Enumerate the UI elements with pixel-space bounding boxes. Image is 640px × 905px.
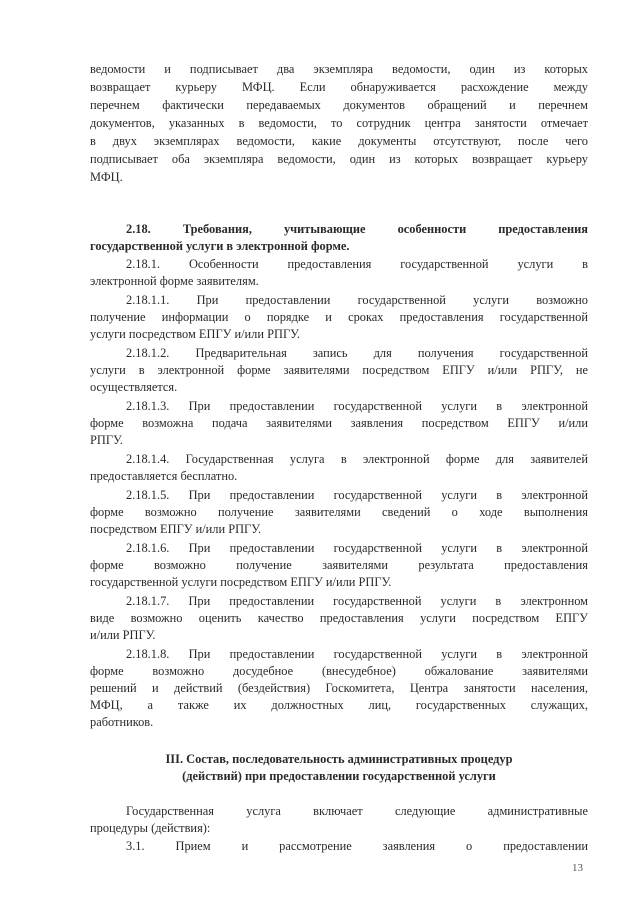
paragraph-line: Государственная услуга включает следующие административные	[126, 804, 588, 818]
paragraph-line: 2.18.1.7. При предоставлении государственной услуги в электронном	[126, 594, 588, 608]
text-line: подписывает оба экземпляра ведомости, один из которых возвращает курьеру	[90, 152, 588, 166]
paragraph-line: форме возможна подача заявителями заявления посредством ЕПГУ и/или	[90, 416, 588, 430]
paragraph-line: 2.18.1.3. При предоставлении государственной услуги в электронной	[126, 399, 588, 413]
text-line: перечнем фактически передаваемых документов обращений и перечнем	[90, 98, 588, 112]
paragraph-line: посредством ЕПГУ и/или РПГУ.	[90, 522, 262, 536]
paragraph-line: 3.1. Прием и рассмотрение заявления о предоставлении	[126, 839, 588, 853]
paragraph-line: 2.18.1.2. Предварительная запись для получения государственной	[126, 346, 588, 360]
page-number: 13	[572, 862, 583, 874]
paragraph-line: осуществляется.	[90, 380, 178, 394]
text-line: в двух экземплярах ведомости, какие документы отсутствуют, после чего	[90, 134, 588, 148]
paragraph-line: электронной форме заявителям.	[90, 274, 259, 288]
paragraph-line: 2.18.1.6. При предоставлении государственной услуги в электронной	[126, 541, 588, 555]
text-line: документов, указанных в ведомости, то сотрудник центра занятости отмечает	[90, 116, 588, 130]
paragraph-line: решений и действий (бездействия) Госкомитета, Центра занятости населения,	[90, 681, 588, 695]
section-heading: 2.18. Требования, учитывающие особенности предоставления	[126, 222, 588, 236]
paragraph-line: 2.18.1.8. При предоставлении государственной услуги в электронной	[126, 647, 588, 661]
paragraph-line: услуги посредством ЕПГУ и/или РПГУ.	[90, 327, 300, 341]
paragraph-line: 2.18.1.1. При предоставлении государственной услуги возможно	[126, 293, 588, 307]
paragraph-line: 2.18.1.4. Государственная услуга в электронной форме для заявителей	[126, 452, 588, 466]
paragraph-line: услуги в электронной форме заявителями посредством ЕПГУ и/или РПГУ, не	[90, 363, 588, 377]
paragraph-line: 2.18.1. Особенности предоставления государственной услуги в	[126, 257, 588, 271]
paragraph-line: виде возможно оценить качество предоставления услуги посредством ЕПГУ	[90, 611, 588, 625]
paragraph-line: работников.	[90, 715, 154, 729]
chapter-heading: (действий) при предоставлении государственной услуги	[182, 769, 496, 783]
paragraph-line: МФЦ, а также их должностных лиц, государственных служащих,	[90, 698, 588, 712]
text-line: ведомости и подписывает два экземпляра ведомости, один из которых	[90, 62, 588, 76]
chapter-heading: III. Состав, последовательность административных процедур	[165, 752, 513, 766]
paragraph-line: процедуры (действия):	[90, 821, 211, 835]
paragraph-line: 2.18.1.5. При предоставлении государственной услуги в электронной	[126, 488, 588, 502]
text-line: МФЦ.	[90, 170, 123, 184]
section-heading: государственной услуги в электронной форме.	[90, 239, 350, 253]
text-line: возвращает курьеру МФЦ. Если обнаруживается расхождение между	[90, 80, 588, 94]
paragraph-line: государственной услуги посредством ЕПГУ и/или РПГУ.	[90, 575, 392, 589]
paragraph-line: РПГУ.	[90, 433, 123, 447]
paragraph-line: предоставляется бесплатно.	[90, 469, 238, 483]
paragraph-line: форме возможно получение заявителями результата предоставления	[90, 558, 588, 572]
paragraph-line: и/или РПГУ.	[90, 628, 156, 642]
paragraph-line: получение информации о порядке и сроках предоставления государственной	[90, 310, 588, 324]
paragraph-line: форме возможно досудебное (внесудебное) обжалование заявителями	[90, 664, 588, 678]
paragraph-line: форме возможно получение заявителями сведений о ходе выполнения	[90, 505, 588, 519]
